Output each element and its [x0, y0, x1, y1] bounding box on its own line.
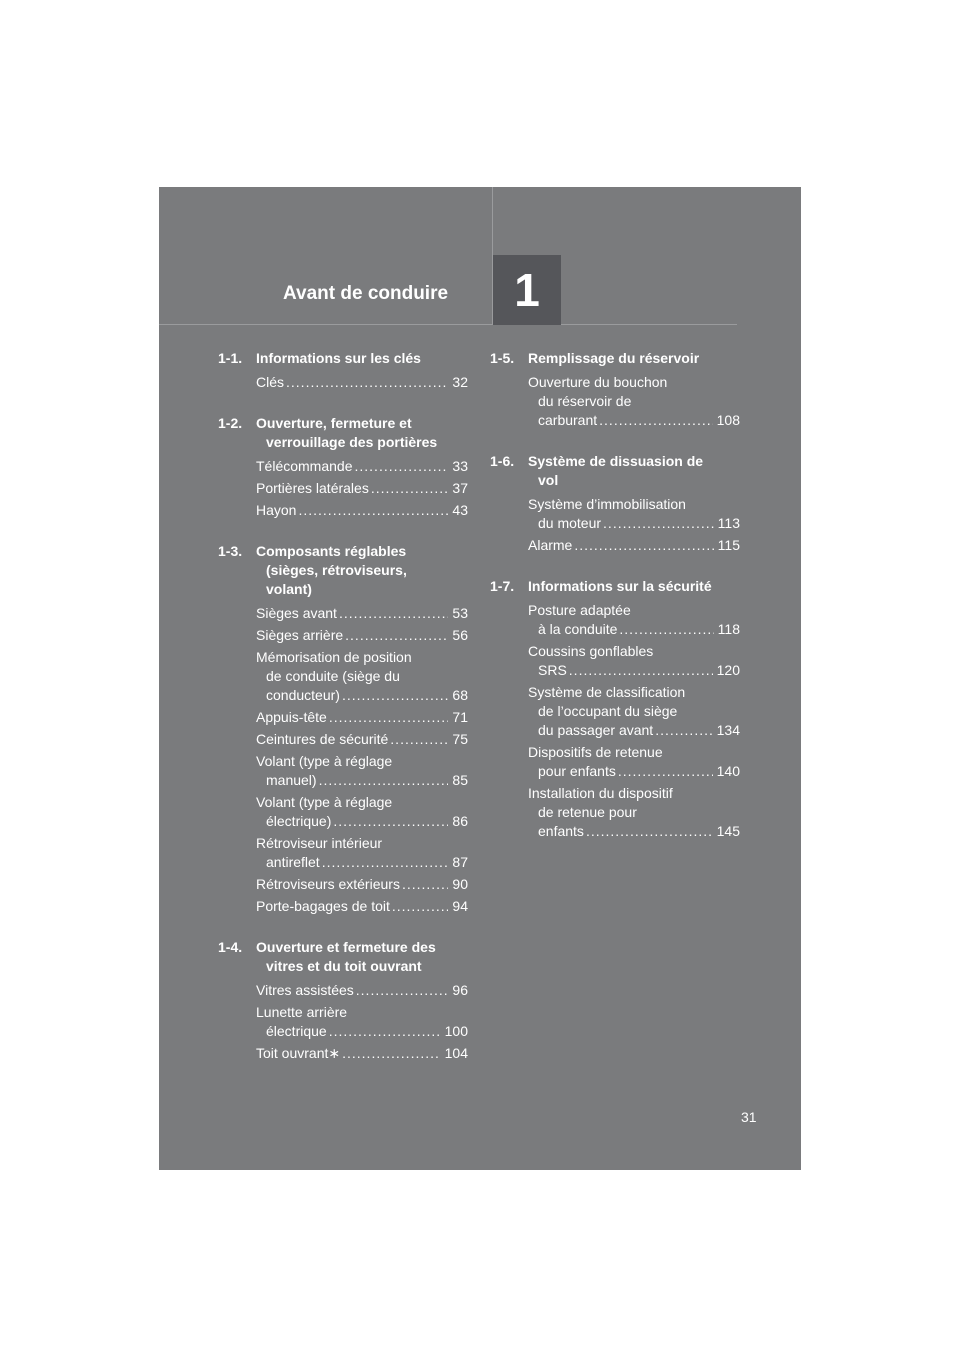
chapter-panel: [159, 187, 801, 1170]
section-title-line: Système de dissuasion de: [528, 453, 704, 469]
section-title-line: Ouverture et fermeture des: [256, 939, 436, 955]
section-title-line: Informations sur la sécurité: [528, 578, 712, 594]
section-number: 1-3.: [218, 543, 243, 559]
entry-last-line: [528, 762, 740, 781]
entry-last-line: [256, 373, 468, 392]
entry-last-line: [256, 981, 468, 1000]
toc-entry[interactable]: [256, 1044, 468, 1063]
section-entries: [490, 601, 740, 841]
toc-column-right: [490, 349, 740, 863]
entry-text: enfants: [538, 823, 584, 839]
dot-leader: [333, 812, 448, 831]
section-number: 1-5.: [490, 350, 515, 366]
dot-leader: [339, 604, 448, 623]
section-entries: [218, 981, 468, 1063]
entry-text: Alarme: [528, 537, 573, 553]
entry-last-line: [256, 479, 468, 498]
toc-section: [218, 938, 468, 1063]
entry-text-line: Posture adaptée: [528, 602, 631, 618]
toc-entry[interactable]: [256, 626, 468, 645]
entry-last-line: [256, 771, 468, 790]
section-heading: [490, 577, 740, 596]
toc-section: [218, 349, 468, 392]
entry-page-number: 96: [452, 982, 468, 998]
entry-last-line: [256, 708, 468, 727]
chapter-number: 1: [514, 264, 540, 316]
section-entries: [490, 495, 740, 555]
dot-leader: [603, 514, 714, 533]
chapter-number-tab: [493, 255, 561, 325]
entry-text-line: Lunette arrière: [256, 1004, 348, 1020]
toc-entry[interactable]: [256, 708, 468, 727]
entry-page-number: 115: [717, 537, 740, 553]
entry-text: Vitres assistées: [256, 982, 354, 998]
page-number: 31: [741, 1109, 757, 1125]
section-title-line: Composants réglables: [256, 543, 407, 559]
section-title: [528, 349, 740, 368]
entry-text-line: Coussins gonflables: [528, 643, 654, 659]
entry-text: conducteur): [266, 687, 340, 703]
toc-entry[interactable]: [256, 981, 468, 1000]
entry-last-line: [256, 730, 468, 749]
section-title: [528, 577, 740, 596]
entry-page-number: 90: [452, 876, 468, 892]
entry-last-line: [256, 897, 468, 916]
entry-last-line: [256, 604, 468, 623]
entry-text-line: du réservoir de: [538, 393, 632, 409]
toc-section: [218, 542, 468, 916]
section-heading: [218, 349, 468, 368]
entry-page-number: 71: [452, 709, 468, 725]
section-number: 1-6.: [490, 453, 515, 469]
dot-leader: [618, 762, 713, 781]
section-title-line: vol: [538, 472, 559, 488]
toc-entry[interactable]: [528, 784, 740, 841]
toc-entry[interactable]: [256, 875, 468, 894]
entry-page-number: 113: [717, 515, 740, 531]
entry-text: Hayon: [256, 502, 297, 518]
dot-leader: [319, 771, 449, 790]
section-title-line: (sièges, rétroviseurs,: [266, 562, 407, 578]
entry-text-line: Rétroviseur intérieur: [256, 835, 383, 851]
entry-page-number: 145: [716, 823, 740, 839]
dot-leader: [569, 661, 713, 680]
entry-text-line: Volant (type à réglage: [256, 753, 393, 769]
toc-entry[interactable]: [528, 642, 740, 680]
dot-leader: [286, 373, 448, 392]
toc-entry[interactable]: [256, 730, 468, 749]
section-title: [256, 349, 468, 368]
section-heading: [490, 349, 740, 368]
dot-leader: [345, 626, 448, 645]
entry-text: électrique): [266, 813, 332, 829]
toc-entry[interactable]: [256, 1003, 468, 1041]
toc-entry[interactable]: [256, 479, 468, 498]
toc-entry[interactable]: [256, 501, 468, 520]
entry-page-number: 100: [444, 1023, 468, 1039]
toc-entry[interactable]: [256, 457, 468, 476]
entry-text: du moteur: [538, 515, 602, 531]
entry-last-line: [528, 822, 740, 841]
toc-entry[interactable]: [528, 601, 740, 639]
toc-section: [490, 452, 740, 555]
entry-text: Télécommande: [256, 458, 353, 474]
entry-text: pour enfants: [538, 763, 616, 779]
entry-text: Rétroviseurs extérieurs: [256, 876, 400, 892]
entry-last-line: [256, 853, 468, 872]
toc-entry[interactable]: [256, 752, 468, 790]
toc-column-left: [218, 349, 468, 1085]
section-title: [256, 938, 468, 976]
entry-text-line: Installation du dispositif: [528, 785, 673, 801]
section-entries: [490, 373, 740, 430]
entry-text: Clés: [256, 374, 285, 390]
section-title: [256, 542, 468, 599]
entry-page-number: 68: [452, 687, 468, 703]
section-title: [256, 414, 468, 452]
section-title-line: Ouverture, fermeture et: [256, 415, 412, 431]
entry-text: Ceintures de sécurité: [256, 731, 389, 747]
entry-text-line: Mémorisation de position: [256, 649, 412, 665]
entry-page-number: 75: [452, 731, 468, 747]
entry-page-number: 85: [452, 772, 468, 788]
dot-leader: [355, 457, 449, 476]
entry-text: antireflet: [266, 854, 320, 870]
toc-entry[interactable]: [256, 897, 468, 916]
dot-leader: [329, 708, 449, 727]
entry-page-number: 43: [452, 502, 468, 518]
toc-entry[interactable]: [528, 373, 740, 430]
entry-page-number: 120: [716, 662, 740, 678]
entry-last-line: [256, 1022, 468, 1041]
entry-page-number: 108: [716, 412, 740, 428]
entry-page-number: 94: [452, 898, 468, 914]
entry-text: Appuis-tête: [256, 709, 327, 725]
entry-page-number: 32: [452, 374, 468, 390]
dot-leader: [390, 730, 448, 749]
section-number: 1-7.: [490, 578, 515, 594]
dot-leader: [298, 501, 448, 520]
section-number: 1-1.: [218, 350, 243, 366]
entry-page-number: 33: [452, 458, 468, 474]
dot-leader: [356, 981, 449, 1000]
section-title-line: verrouillage des portières: [266, 434, 438, 450]
entry-text-line: Système d’immobilisation: [528, 496, 686, 512]
dot-leader: [392, 897, 449, 916]
entry-last-line: [528, 411, 740, 430]
toc-section: [490, 349, 740, 430]
entry-last-line: [256, 1044, 468, 1063]
entry-text-line: Système de classification: [528, 684, 686, 700]
toc-section: [490, 577, 740, 841]
entry-page-number: 118: [717, 621, 740, 637]
entry-last-line: [528, 620, 740, 639]
entry-text-line: de l’occupant du siège: [538, 703, 678, 719]
header-divider-horizontal: [159, 324, 737, 325]
toc-entry[interactable]: [256, 373, 468, 392]
chapter-title: Avant de conduire: [283, 283, 449, 304]
entry-text: manuel): [266, 772, 317, 788]
entry-text: Porte-bagages de toit: [256, 898, 390, 914]
dot-leader: [599, 411, 712, 430]
section-entries: [218, 457, 468, 520]
toc-entry[interactable]: [528, 683, 740, 740]
entry-last-line: [528, 661, 740, 680]
entry-text: Sièges arrière: [256, 627, 344, 643]
entry-text-line: de retenue pour: [538, 804, 637, 820]
entry-last-line: [256, 626, 468, 645]
entry-text: Sièges avant: [256, 605, 337, 621]
entry-last-line: [256, 812, 468, 831]
section-title-line: Remplissage du réservoir: [528, 350, 700, 366]
entry-text-line: Ouverture du bouchon: [528, 374, 668, 390]
entry-page-number: 140: [716, 763, 740, 779]
entry-text-line: de conduite (siège du: [266, 668, 400, 684]
entry-last-line: [256, 501, 468, 520]
entry-text: du passager avant: [538, 722, 654, 738]
entry-page-number: 37: [452, 480, 468, 496]
entry-page-number: 56: [452, 627, 468, 643]
dot-leader: [371, 479, 449, 498]
dot-leader: [342, 1044, 441, 1063]
toc-entry[interactable]: [256, 648, 468, 705]
section-title-line: volant): [266, 581, 312, 597]
entry-last-line: [256, 686, 468, 705]
section-number: 1-2.: [218, 415, 243, 431]
toc-entry[interactable]: [256, 793, 468, 831]
entry-last-line: [256, 457, 468, 476]
entry-page-number: 53: [452, 605, 468, 621]
section-title: [528, 452, 740, 490]
section-title-line: vitres et du toit ouvrant: [266, 958, 422, 974]
entry-last-line: [528, 721, 740, 740]
dot-leader: [342, 686, 448, 705]
entry-text: carburant: [538, 412, 598, 428]
entry-text: Toit ouvrant∗: [256, 1045, 341, 1061]
entry-last-line: [528, 536, 740, 555]
dot-leader: [329, 1022, 441, 1041]
dot-leader: [574, 536, 713, 555]
entry-text-line: Volant (type à réglage: [256, 794, 393, 810]
section-entries: [218, 373, 468, 392]
section-title-line: Informations sur les clés: [256, 350, 421, 366]
section-heading: [218, 542, 468, 599]
entry-page-number: 104: [444, 1045, 468, 1061]
entry-last-line: [528, 514, 740, 533]
section-number: 1-4.: [218, 939, 243, 955]
dot-leader: [619, 620, 713, 639]
dot-leader: [402, 875, 448, 894]
section-heading: [218, 414, 468, 452]
entry-page-number: 134: [716, 722, 740, 738]
dot-leader: [322, 853, 449, 872]
entry-text: SRS: [538, 662, 567, 678]
dot-leader: [586, 822, 713, 841]
toc-entry[interactable]: [528, 743, 740, 781]
toc-entry[interactable]: [256, 834, 468, 872]
toc-entry[interactable]: [528, 495, 740, 533]
toc-section: [218, 414, 468, 520]
entry-text: Portières latérales: [256, 480, 369, 496]
toc-entry[interactable]: [256, 604, 468, 623]
section-entries: [218, 604, 468, 916]
entry-last-line: [256, 875, 468, 894]
entry-text-line: Dispositifs de retenue: [528, 744, 663, 760]
section-heading: [490, 452, 740, 490]
toc-entry[interactable]: [528, 536, 740, 555]
entry-page-number: 87: [452, 854, 468, 870]
section-heading: [218, 938, 468, 976]
dot-leader: [655, 721, 712, 740]
entry-page-number: 86: [452, 813, 468, 829]
entry-text: à la conduite: [538, 621, 618, 637]
entry-text: électrique: [266, 1023, 327, 1039]
